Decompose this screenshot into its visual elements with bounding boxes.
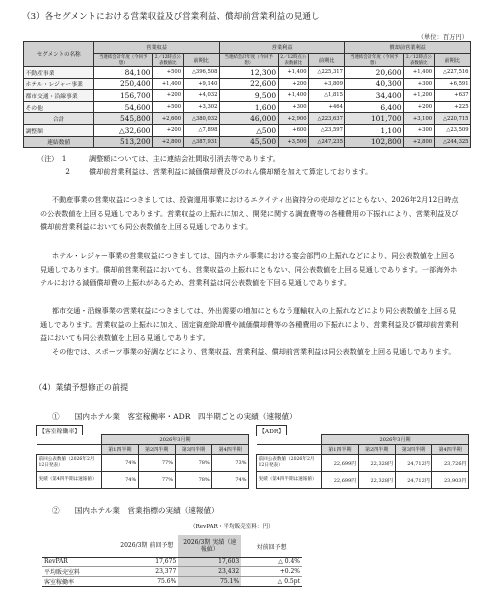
segment-value-e: 40,300 [345,78,404,90]
paragraph-hotel: ホテル・レジャー事業の営業収益につきましては、国内ホテル事業における宴会部門の上振れなどにより、同公表数値を上回る見通しであります。償却前営業利益においても、営業収益の上振れにともない、同公表数値を上回る見通しであります。一部海外ホテルにおける減価償却費の上振れがあるため、営業利益は同公表数値を下回る見通しであります。 [40,251,458,288]
occupancy-value: 74% [102,455,139,472]
segment-value-o-y: △223,637 [309,113,345,125]
adr-value: 22,328円 [358,472,395,489]
adr-value: 22,699円 [322,472,359,489]
segment-name: 調整額 [24,124,94,136]
segment-row [24,90,471,102]
segment-value-o: 1,600 [219,101,278,113]
note-key: 2 [37,167,70,176]
ebitda-header: 償却前営業利益 [345,42,471,54]
note-text: 調整額については、主に連結会社間取引消去等であります。 [89,154,280,163]
occupancy-value: 74% [102,472,139,489]
kpi-prev: 17,675 [115,558,178,567]
segment-value-o-c: +3,500 [278,136,309,148]
row-label: 前回公表数値（2026年2月12日発表） [37,455,102,472]
row-label: 実績（第4四半期は速報値） [257,472,322,489]
segment-value-o-y: +464 [309,101,345,113]
segment-name: 連結数値 [24,136,94,148]
adr-value: 23,726円 [432,455,469,472]
quarter-header: 第2四半期 [358,445,395,455]
diff-header: 対前回予想 [241,535,302,558]
segment-value-o: △500 [219,124,278,136]
segment-row [24,67,471,79]
revenue-header: 営業収益 [94,42,220,54]
section3-title: （3）各セグメントにおける営業収益及び営業利益、償却前営業利益の見通し [22,12,320,22]
vs-feb-header: 2／12時点公表数値比 [153,54,184,67]
period-header: 2026年3月期 [322,435,469,445]
hotel-quarterly-title: ① 国内ホテル業 客室稼働率・ADR 四半期ごとの実績（速報値） [52,412,297,421]
forecast-header: 当連結会計年度（今回予想） [345,54,404,67]
paragraph-transport: 都市交通・沿線事業の営業収益につきましては、外出需要の増加にともなう運輸収入の上振れなどにより同公表数値を上回る見通しであります。営業収益の上振れに加え、固定資産除却費や減価償却費等の各種費用の下振れにより、営業利益及び償却前営業利益においても同公表数値を上回る見通しであります。 [40,306,459,343]
unit-label: （単位：百万円） [417,34,468,41]
quarter-header: 第3四半期 [175,445,212,455]
segment-row [24,101,471,113]
segment-value-e: 101,700 [345,113,404,125]
segment-value-r-y: △387,931 [183,136,219,148]
note-text: 償却前営業利益は、営業利益に減価償却費及びのれん償却額を加えて算定しております。 [89,167,373,176]
segment-value-r: 513,200 [94,136,153,148]
forecast-header: 当連結会計年度（今回予想） [219,54,278,67]
adr-value: 22,328円 [358,455,395,472]
segment-value-e: 102,800 [345,136,404,148]
segment-value-o-y: △23,597 [309,124,345,136]
segment-value-r-y: △380,032 [183,113,219,125]
segment-value-e-c: +1,400 [404,67,435,79]
quarter-header: 第4四半期 [432,445,469,455]
segment-value-e-y: △220,715 [434,113,470,125]
section4-title: （4）業績予想修正の前提 [34,382,129,392]
kpi-diff: △ 0.4% [241,558,302,567]
segment-value-o-c: +300 [278,101,309,113]
occupancy-value: 74% [212,472,249,489]
segment-value-r: 156,700 [94,90,153,102]
occupancy-value: 73% [212,455,249,472]
segment-value-r: 545,800 [94,113,153,125]
segment-value-r-c: +2,800 [153,136,184,148]
segment-value-o: 12,300 [219,67,278,79]
segment-value-r-c: +200 [153,124,184,136]
row-label: 実績（第4四半期は速報値） [37,472,102,489]
segment-name: その他 [24,101,94,113]
adr-value: 24,712円 [395,472,432,489]
forecast-header: 当連結会計年度（今回予想） [94,54,153,67]
kpi-prev: 23,377 [115,566,178,576]
segment-value-r-c: +500 [153,101,184,113]
segment-value-e-c: +3,100 [404,113,435,125]
quarter-header: 第4四半期 [212,445,249,455]
segment-value-o-c: +600 [278,124,309,136]
segment-row [24,124,471,136]
segment-value-o: 9,500 [219,90,278,102]
segment-value-r-c: +200 [153,90,184,102]
occupancy-value: 78% [175,472,212,489]
segment-value-o-c: +1,400 [278,67,309,79]
segment-value-e-y: +225 [434,101,470,113]
segment-value-e-c: +1,200 [404,90,435,102]
segment-value-o-c: +2,900 [278,113,309,125]
quarter-header: 第1四半期 [102,445,139,455]
segment-value-e-y: +637 [434,90,470,102]
paragraph-real-estate: 不動産事業の営業収益につきましては、投資運用事業におけるエクイティ出資持分の売却などにともない、2026年2月12日時点の公表数値を上回る見通しであります。営業収益の上振れに加え、開発に関する調査費等の各種費用の下振れにより、営業利益及び償却前営業利益においても同公表数値を上回る見通しであります。 [40,195,459,232]
segment-value-o: 22,600 [219,78,278,90]
yoy-header: 前期比 [309,54,345,67]
segment-value-r-y: +9,140 [183,78,219,90]
kpi-diff: +0.2% [241,566,302,576]
segment-value-r-c: +2,600 [153,113,184,125]
segment-value-e-y: △23,509 [434,124,470,136]
adr-tag: 【ADR】 [256,425,287,436]
kpi-actual: 23,432 [178,566,241,576]
quarter-header: 第1四半期 [322,445,359,455]
prev-forecast-header: 2026/3期 前回予想 [115,535,178,558]
hotel-kpi-table [42,535,302,587]
quarter-header: 第3四半期 [395,445,432,455]
segment-value-r: 54,600 [94,101,153,113]
occupancy-value: 77% [138,472,175,489]
vs-feb-header: 2／12時点公表数値比 [404,54,435,67]
segment-value-e-y: △244,325 [434,136,470,148]
adr-table [256,434,469,489]
segment-value-o-y: +3,809 [309,78,345,90]
hotel-kpi-title: ② 国内ホテル業 営業指標の実績（速報値） [52,506,219,515]
segment-value-e-c: +300 [404,78,435,90]
paragraph-other: その他では、スポーツ事業の好調などにより、営業収益、営業利益、償却前営業利益は同公表数値を上回る見通しであります。 [52,347,456,356]
segment-row [24,78,471,90]
segment-value-e: 6,400 [345,101,404,113]
segment-row [24,136,471,148]
vs-feb-header: 2／12時点公表数値比 [278,54,309,67]
segment-value-e: 1,100 [345,124,404,136]
segment-value-e-c: +200 [404,101,435,113]
adr-value: 22,699円 [322,455,359,472]
occupancy-value: 78% [175,455,212,472]
quarter-header: 第2四半期 [138,445,175,455]
segment-value-e: 34,400 [345,90,404,102]
segment-value-o: 46,000 [219,113,278,125]
kpi-actual: 17,603 [178,558,241,567]
kpi-diff: △ 0.5pt [241,576,302,586]
segment-value-o-y: △225,317 [309,67,345,79]
segment-value-e-y: △227,516 [434,67,470,79]
note-key: （注） 1 [37,154,67,163]
segment-value-r-y: △7,898 [183,124,219,136]
kpi-prev: 75.6% [115,576,178,586]
kpi-label: 客室稼働率 [42,576,115,586]
occupancy-value: 77% [138,455,175,472]
segment-value-r-y: +3,302 [183,101,219,113]
segment-value-o: 45,500 [219,136,278,148]
kpi-label: RevPAR [42,558,115,567]
segment-value-e-c: +2,800 [404,136,435,148]
segment-value-e-c: +300 [404,124,435,136]
segment-header: セグメントの名称 [24,42,94,67]
actual-header: 2026/3期 実績（速報値） [178,535,241,558]
segment-value-r-y: +4,032 [183,90,219,102]
segment-value-r-y: △396,508 [183,67,219,79]
segment-value-o-c: +1,400 [278,90,309,102]
segment-value-r: 250,400 [94,78,153,90]
segment-value-o-c: +200 [278,78,309,90]
segment-value-r-c: +500 [153,67,184,79]
segment-value-r-c: +1,400 [153,78,184,90]
segment-row [24,113,471,125]
adr-value: 24,712円 [395,455,432,472]
occupancy-table [36,434,249,489]
segment-name: 不動産事業 [24,67,94,79]
kpi-label: 平均販売室料 [42,566,115,576]
notes [37,152,372,178]
segment-value-o-y: △1,815 [309,90,345,102]
segment-name: 合計 [24,113,94,125]
segment-value-o-y: △247,235 [309,136,345,148]
row-label: 前回公表数値（2026年2月12日発表） [257,455,322,472]
segment-value-e: 20,600 [345,67,404,79]
kpi-actual: 75.1% [178,576,241,586]
op-header: 営業利益 [219,42,345,54]
segment-value-e-y: +6,591 [434,78,470,90]
segment-value-r: 84,100 [94,67,153,79]
yoy-header: 前期比 [434,54,470,67]
segment-name: ホテル・レジャー事業 [24,78,94,90]
period-header: 2026年3月期 [102,435,249,445]
occupancy-tag: 【客室稼働率】 [36,425,83,436]
segment-table [23,41,471,148]
yoy-header: 前期比 [183,54,219,67]
perf-unit: （RevPAR・平均販売室料：円） [190,524,274,530]
segment-name: 都市交通・沿線事業 [24,90,94,102]
segment-value-r: △32,600 [94,124,153,136]
adr-value: 23,903円 [432,472,469,489]
